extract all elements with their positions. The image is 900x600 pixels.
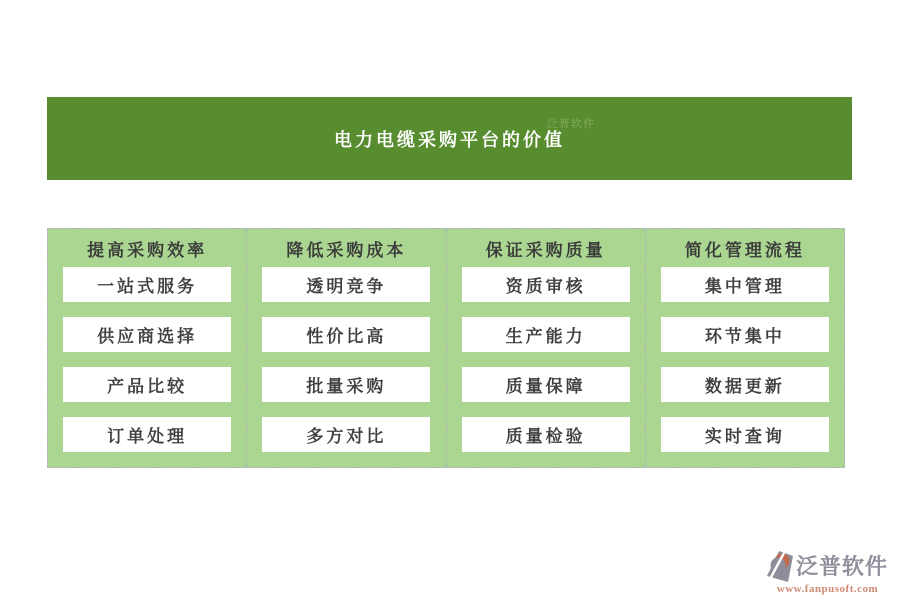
column-simplify-process xyxy=(646,229,844,467)
banner xyxy=(47,97,852,180)
value-item: 环节集中 xyxy=(661,317,829,352)
value-item: 实时查询 xyxy=(661,417,829,452)
value-item: 质量保障 xyxy=(462,367,630,402)
column-reduce-cost xyxy=(247,229,446,467)
value-item: 数据更新 xyxy=(661,367,829,402)
column-title: 简化管理流程 xyxy=(684,240,805,260)
page-title: 电力电缆采购平台的价值 xyxy=(334,129,565,150)
column-title: 提高采购效率 xyxy=(87,240,208,260)
value-item: 多方对比 xyxy=(262,417,430,452)
value-item: 透明竞争 xyxy=(262,267,430,302)
column-improve-efficiency xyxy=(48,229,247,467)
fanpu-logo xyxy=(767,551,888,595)
value-item: 供应商选择 xyxy=(63,317,231,352)
column-title: 降低采购成本 xyxy=(286,240,407,260)
value-item: 集中管理 xyxy=(661,267,829,302)
value-item: 质量检验 xyxy=(462,417,630,452)
value-item: 订单处理 xyxy=(63,417,231,452)
value-item: 产品比较 xyxy=(63,367,231,402)
value-item: 一站式服务 xyxy=(63,267,231,302)
value-item: 资质审核 xyxy=(462,267,630,302)
value-panel xyxy=(47,228,845,468)
brand-url: www.fanpusoft.com xyxy=(776,583,879,595)
brand-name: 泛普软件 xyxy=(795,553,888,579)
value-item: 批量采购 xyxy=(262,367,430,402)
value-item: 生产能力 xyxy=(462,317,630,352)
value-item: 性价比高 xyxy=(262,317,430,352)
banner-watermark: 泛普软件 xyxy=(547,118,595,130)
column-title: 保证采购质量 xyxy=(485,240,606,260)
fanpu-logo-icon xyxy=(767,551,793,582)
column-ensure-quality xyxy=(447,229,646,467)
